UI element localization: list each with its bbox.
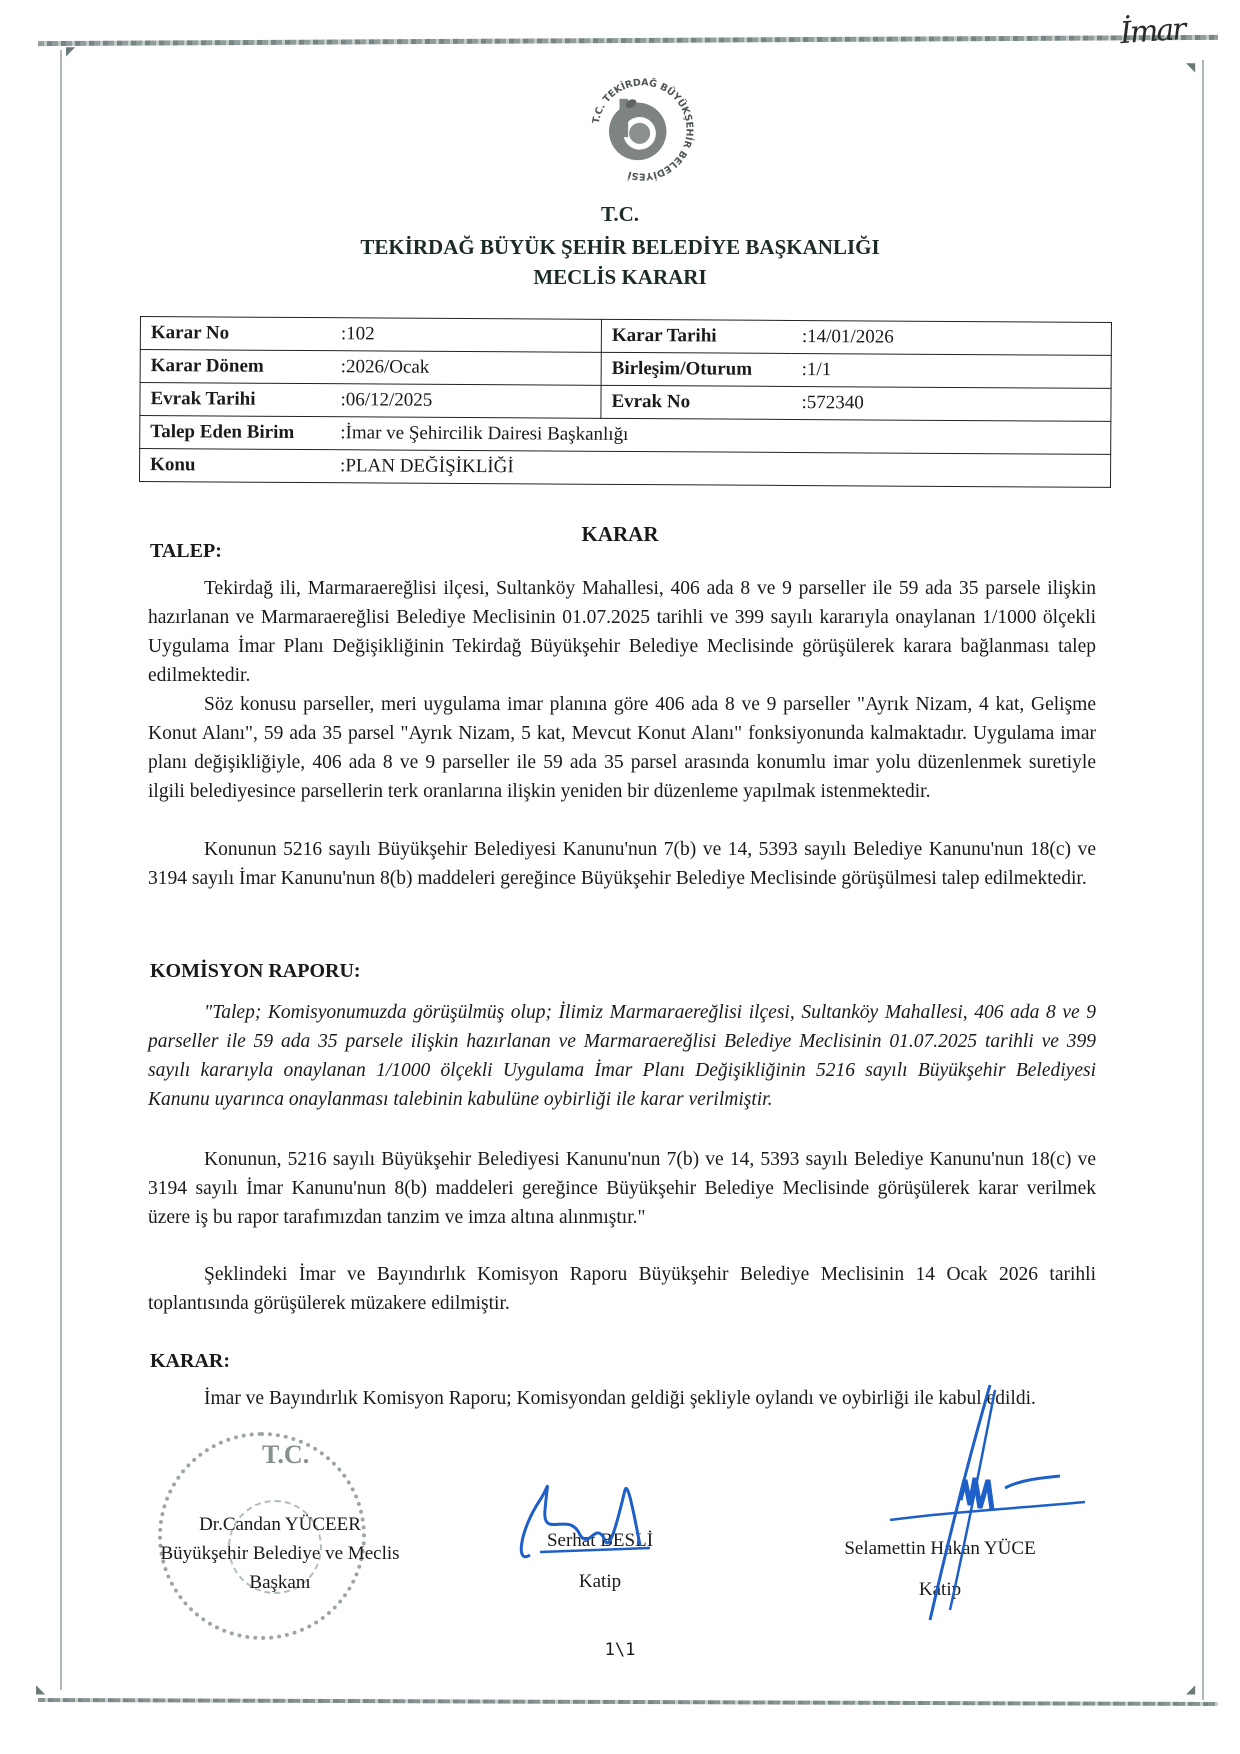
- karar-heading: KARAR:: [150, 1350, 230, 1372]
- komisyon-paragraph-2: Şeklindeki İmar ve Bayındırlık Komisyon Raporu Büyükşehir Belediye Meclisinin 14 Ocak 2026 tarihli toplantısında görüşülerek müzakere edilmiştir.: [148, 1263, 1096, 1314]
- header-institution: TEKİRDAĞ BÜYÜK ŞEHİR BELEDİYE BAŞKANLIĞI: [360, 235, 880, 259]
- komisyon-quote: "Talep; Komisyonumuzda görüşülmüş olup; İlimiz Marmaraereğlisi ilçesi, Sultanköy Mahallesi, 406 ada 8 ve 9 parseller ile 59 ada 35 parsele ilişkin hazırlanan ve Marmaraereğlisi Belediye Meclisinin 01.07.2025 tarihli ve 399 sayılı kararıyla onaylanan 1/1000 ölçekli Uygulama İmar Planı Değişikliğinin 5216 sayılı Büyükşehir Belediyesi Kanunu uyarınca onaylanması talebinin kabulüne oybirliği ile karar verilmiştir.: [148, 1001, 1096, 1110]
- corner-mark-top-right: ◥: [1186, 60, 1196, 74]
- signature-block-clerk-2: [790, 1534, 1090, 1604]
- scan-border-bottom: [38, 1698, 1218, 1706]
- karar-tarihi-value: :14/01/2026: [792, 320, 1112, 355]
- municipality-logo: [585, 72, 700, 187]
- signatory-title-line2: Başkanı: [249, 1572, 311, 1593]
- meta-row: [139, 449, 1110, 488]
- konu-label: Konu: [139, 449, 330, 483]
- evrak-tarihi-label: Evrak Tarihi: [140, 383, 331, 417]
- logo-core: [629, 123, 650, 144]
- signature-block-president: [130, 1510, 430, 1597]
- corner-mark-bottom-left: ◣: [36, 1682, 46, 1696]
- karar-donem-label: Karar Dönem: [140, 350, 331, 384]
- talep-paragraph-1: Tekirdağ ili, Marmaraereğlisi ilçesi, Sultanköy Mahallesi, 406 ada 8 ve 9 parseller ile 59 ada 35 parsele ilişkin hazırlanan ve Marmaraereğlisi Belediye Meclisinin 01.07.2025 tarihli ve 399 sayılı kararıyla onaylanan 1/1000 ölçekli Uygulama İmar Planı Değişikliğinin Tekirdağ Büyükşehir Belediye Meclisinde görüşülerek karara bağlanması talep edilmektedir.: [148, 577, 1096, 686]
- signatory-name: Selamettin Hakan YÜCE: [844, 1538, 1036, 1559]
- stamp-text: T.C.: [262, 1440, 310, 1469]
- karar-paragraph: İmar ve Bayındırlık Komisyon Raporu; Komisyondan geldiği şekliyle oylandı ve oybirliği ile kabul edildi.: [204, 1387, 1036, 1409]
- talep-eden-birim-label: Talep Eden Birim: [140, 416, 331, 450]
- komisyon-raporu-heading: KOMİSYON RAPORU:: [150, 960, 361, 982]
- signatory-name: Dr.Candan YÜCEER: [199, 1514, 361, 1535]
- evrak-no-label: Evrak No: [601, 385, 792, 419]
- karar-tarihi-label: Karar Tarihi: [601, 319, 792, 353]
- talep-heading: TALEP:: [150, 540, 222, 562]
- karar-no-value: :102: [331, 318, 602, 353]
- birlesim-oturum-value: :1/1: [792, 353, 1112, 388]
- corner-mark-top-left: ◤: [66, 44, 76, 58]
- page-number: 1\1: [604, 1640, 636, 1660]
- karar-no-label: Karar No: [140, 317, 331, 351]
- talep-paragraph-2: Söz konusu parseller, meri uygulama imar planına göre 406 ada 8 ve 9 parseller "Ayrık Nizam, 4 kat, Gelişme Konut Alanı", 59 ada 35 parsel "Ayrık Nizam, 5 kat, Mevcut Konut Alanı" fonksiyonunda kalmaktadır. Uygulama imar planı değişikliğiyle, 406 ada 8 ve 9 parseller ile 59 ada 35 parsel arasında konumlu imar yolu düzenlenmek suretiyle ilgili belediyesince parsellerin terk oranlarına ilişkin yeniden bir düzenleme yapılmak istenmektedir.: [148, 693, 1096, 802]
- signatory-name: Serhat BESLİ: [546, 1530, 654, 1551]
- logo-ring-text: T.C. TEKİRDAĞ BÜYÜKŞEHİR BELEDİYESİ: [590, 77, 695, 182]
- header-document-type: MECLİS KARARI: [533, 265, 707, 289]
- komisyon-paragraph-1: Konunun, 5216 sayılı Büyükşehir Belediyesi Kanunu'nun 7(b) ve 14, 5393 sayılı Belediye Kanunu'nun 18(c) ve 3194 sayılı İmar Kanunu'nun 8(b) maddeleri gereğince Büyükşehir Belediye Meclisinde görüşülerek karar verilmek üzere iş bu rapor tarafımızdan tanzim ve imza altına alınmıştır.": [148, 1148, 1096, 1228]
- karar-donem-value: :2026/Ocak: [331, 351, 602, 386]
- signatory-title: Katip: [918, 1579, 962, 1600]
- talep-eden-birim-value: :İmar ve Şehircilik Dairesi Başkanlığı: [330, 417, 1111, 455]
- birlesim-oturum-label: Birleşim/Oturum: [601, 352, 792, 386]
- signatory-title: Büyükşehir Belediye ve Meclis: [160, 1543, 400, 1564]
- handwritten-note: İmar: [1118, 11, 1186, 52]
- corner-mark-bottom-right: ◢: [1186, 1682, 1196, 1696]
- evrak-tarihi-value: :06/12/2025: [330, 384, 601, 419]
- evrak-no-value: :572340: [791, 386, 1111, 421]
- talep-paragraph-3: Konunun 5216 sayılı Büyükşehir Belediyesi Kanunu'nun 7(b) ve 14, 5393 sayılı Belediye Kanunu'nun 18(c) ve 3194 sayılı İmar Kanunu'nun 8(b) maddeleri gereğince Büyükşehir Belediye Meclisinde görüşülmesi talep edilmektedir.: [148, 838, 1096, 889]
- konu-value: :PLAN DEĞİŞİKLİĞİ: [330, 450, 1111, 488]
- signature-block-clerk-1: [500, 1526, 700, 1596]
- signatory-title: Katip: [578, 1571, 622, 1592]
- scan-border-right: [1202, 60, 1204, 1700]
- scan-border-left: [60, 50, 62, 1690]
- decision-meta-table: [139, 316, 1112, 488]
- header-tc: T.C.: [600, 202, 640, 226]
- decision-title: KARAR: [581, 522, 659, 546]
- scan-border-top: [38, 35, 1218, 46]
